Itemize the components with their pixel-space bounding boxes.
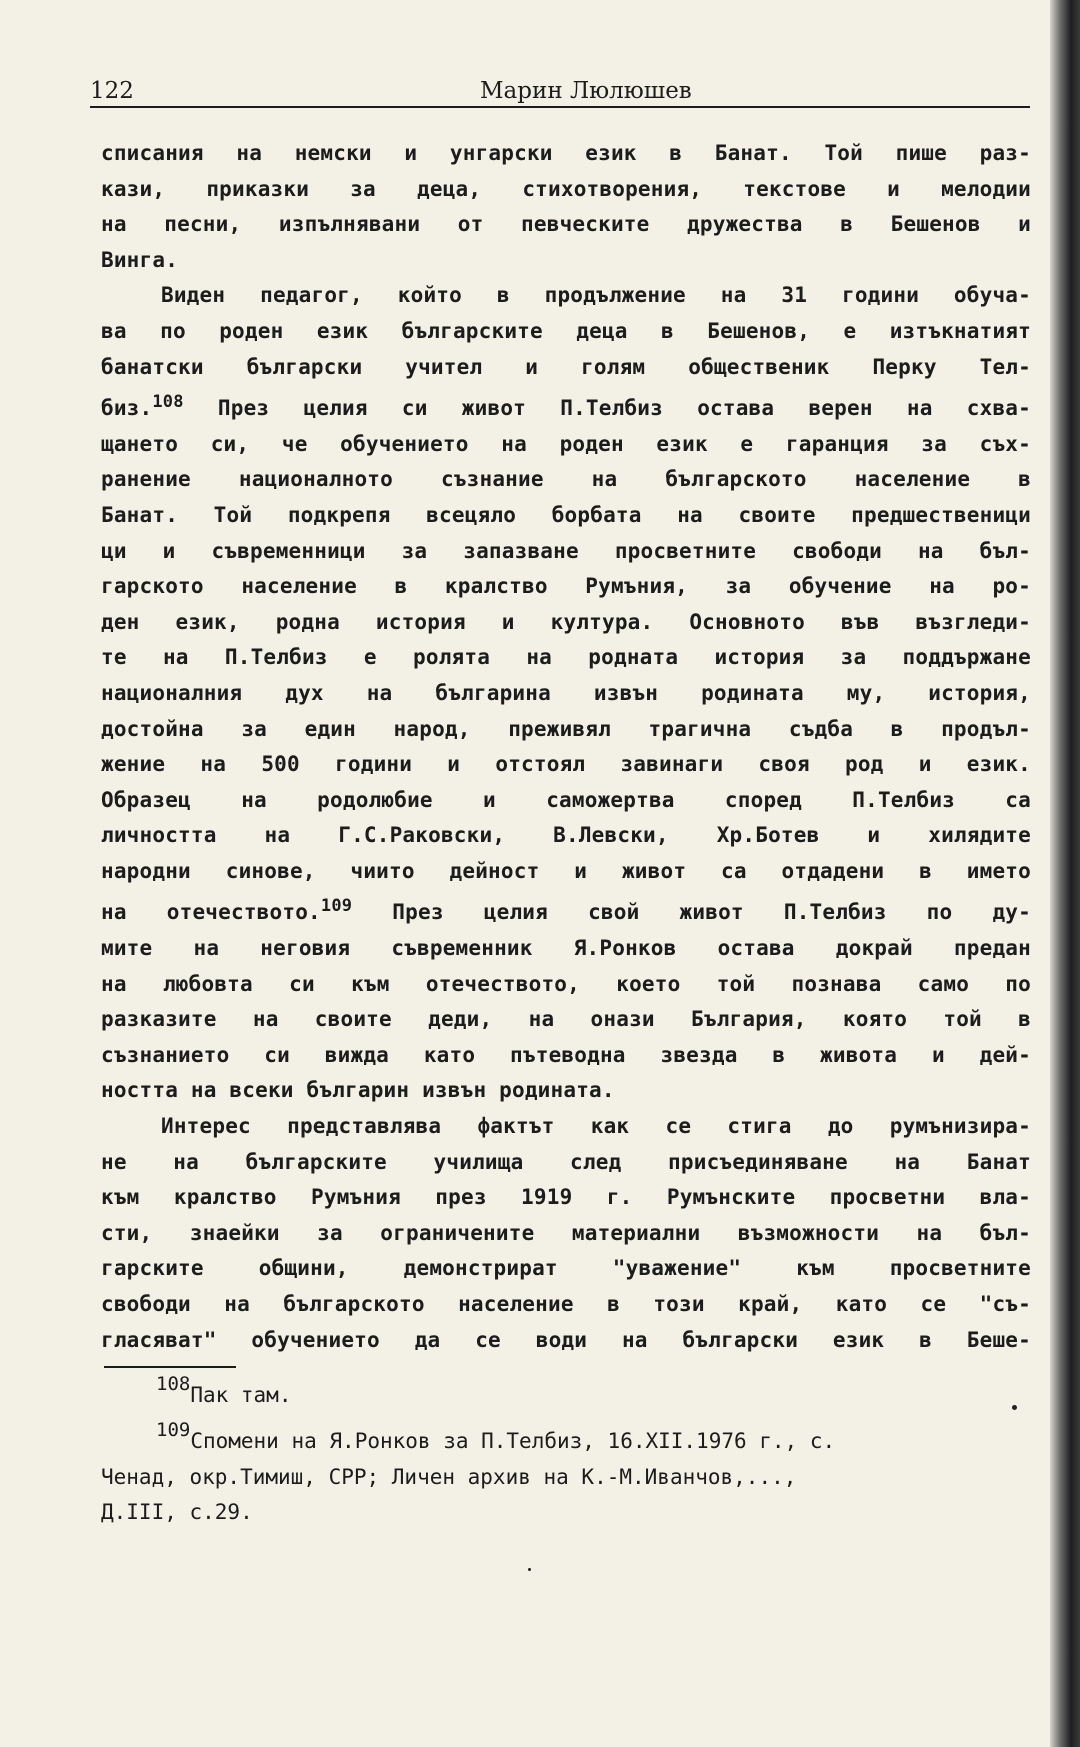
- paragraph-3: [101, 1109, 1031, 1358]
- text-line-with-ref: [101, 889, 1031, 931]
- text-line: Образец на родолюбие и саможертва според П.Телбиз са: [101, 787, 1031, 812]
- footnote-108: [101, 1373, 1041, 1414]
- text-segment: През целия си живот П.Телбиз остава верен на схва-: [183, 396, 1031, 421]
- text-line: Банат. Той подкрепя всецяло борбата на своите предшественици: [101, 502, 1031, 527]
- footnote-text: Пак там.: [190, 1383, 292, 1407]
- text-line: личността на Г.С.Раковски, В.Левски, Хр.Ботев и хилядите: [101, 823, 1031, 848]
- footnote-number: 108: [156, 1373, 191, 1395]
- footnote-ref-108: 108: [152, 392, 184, 413]
- text-line: ността на всеки българин извън родината.: [101, 1078, 615, 1103]
- speck-mark: [1012, 1405, 1017, 1410]
- footnote-ref-109: 109: [320, 896, 353, 917]
- text-line: на песни, изпълнявани от певческите дружества в Бешенов и: [101, 212, 1031, 237]
- text-segment: През целия свой живот П.Телбиз по ду-: [352, 900, 1031, 925]
- text-line: сти, знаейки за ограничените материални възможности на бъл-: [101, 1220, 1031, 1245]
- text-line: към кралство Румъния през 1919 г. Румънските просветни вла-: [101, 1185, 1031, 1210]
- header-rule: [90, 106, 1030, 108]
- footnote-109: [101, 1419, 1041, 1460]
- footnote-text: Спомени на Я.Ронков за П.Телбиз, 16.XII.1976 г., с.: [190, 1429, 836, 1453]
- text-line: свободи на българското население в този край, като се "съ-: [101, 1292, 1031, 1316]
- text-line: съзнанието си вижда като пътеводна звезда в живота и дей-: [101, 1042, 1031, 1067]
- page-edge-shadow: [1050, 0, 1080, 1747]
- paragraph-2: [101, 278, 1031, 1109]
- text-line: жение на 500 години и отстоял завинаги своя род и език.: [101, 752, 1031, 777]
- text-line: народни синове, чиито дейност и живот са отдадени в името: [101, 858, 1031, 883]
- text-line: достойна за един народ, преживял трагична съдба в продъл-: [101, 716, 1031, 741]
- running-title: Марин Люлюшев: [480, 78, 692, 104]
- text-line: националния дух на българина извън родината му, история,: [101, 680, 1031, 705]
- text-line: ва по роден език българските деца в Бешенов, е изтъкнатият: [101, 318, 1031, 343]
- text-line: Интерес представлява фактът как се стига до румънизира-: [161, 1114, 1031, 1139]
- text-line: кази, приказки за деца, стихотворения, текстове и мелодии: [101, 176, 1031, 201]
- text-line-with-ref: [101, 385, 1031, 427]
- text-line: списания на немски и унгарски език в Банат. Той пише раз-: [101, 141, 1031, 165]
- text-line: Виден педагог, който в продължение на 31 години обуча-: [161, 283, 1031, 308]
- text-segment: на отечеството.: [101, 900, 321, 925]
- text-line: разказите на своите деди, на онази България, която той в: [101, 1007, 1031, 1032]
- text-line: ранение националното съзнание на българското население в: [101, 467, 1031, 492]
- text-line: гласяват" обучението да се води на български език в Беше-: [101, 1327, 1031, 1352]
- text-line: те на П.Телбиз е ролята на родната история за поддържане: [101, 645, 1031, 670]
- text-line: банатски български учител и голям общественик Перку Тел-: [101, 354, 1031, 379]
- footnotes: [101, 1373, 1041, 1530]
- body-text: [101, 136, 1031, 1358]
- footnote-109-line3: Д.III, с.29.: [101, 1500, 253, 1524]
- page-header: [90, 78, 1030, 108]
- page-number: 122: [90, 78, 134, 104]
- speck-mark: [528, 1568, 531, 1571]
- text-line: не на българските училища след присъединяване на Банат: [101, 1149, 1031, 1174]
- text-line: щането си, че обучението на роден език е гаранция за съх-: [101, 431, 1031, 456]
- text-line: на любовта си към отечеството, което той познава само по: [101, 971, 1031, 996]
- text-line: ден език, родна история и култура. Основното във възгледи-: [101, 609, 1031, 634]
- text-line: ци и съвременници за запазване просветните свободи на бъл-: [101, 538, 1031, 563]
- paragraph-1: [101, 136, 1031, 278]
- text-line: Винга.: [101, 247, 179, 272]
- footnote-109-line2: Ченад, окр.Тимиш, СРР; Личен архив на К.-М.Иванчов,...,: [101, 1465, 797, 1489]
- footnote-number: 109: [156, 1419, 191, 1441]
- text-segment: биз.: [101, 396, 153, 421]
- footnote-rule: [104, 1366, 236, 1368]
- text-line: гарското население в кралство Румъния, за обучение на ро-: [101, 574, 1031, 599]
- text-line: мите на неговия съвременник Я.Ронков остава докрай предан: [101, 936, 1031, 961]
- text-line: гарските общини, демонстрират "уважение" към просветните: [101, 1256, 1031, 1281]
